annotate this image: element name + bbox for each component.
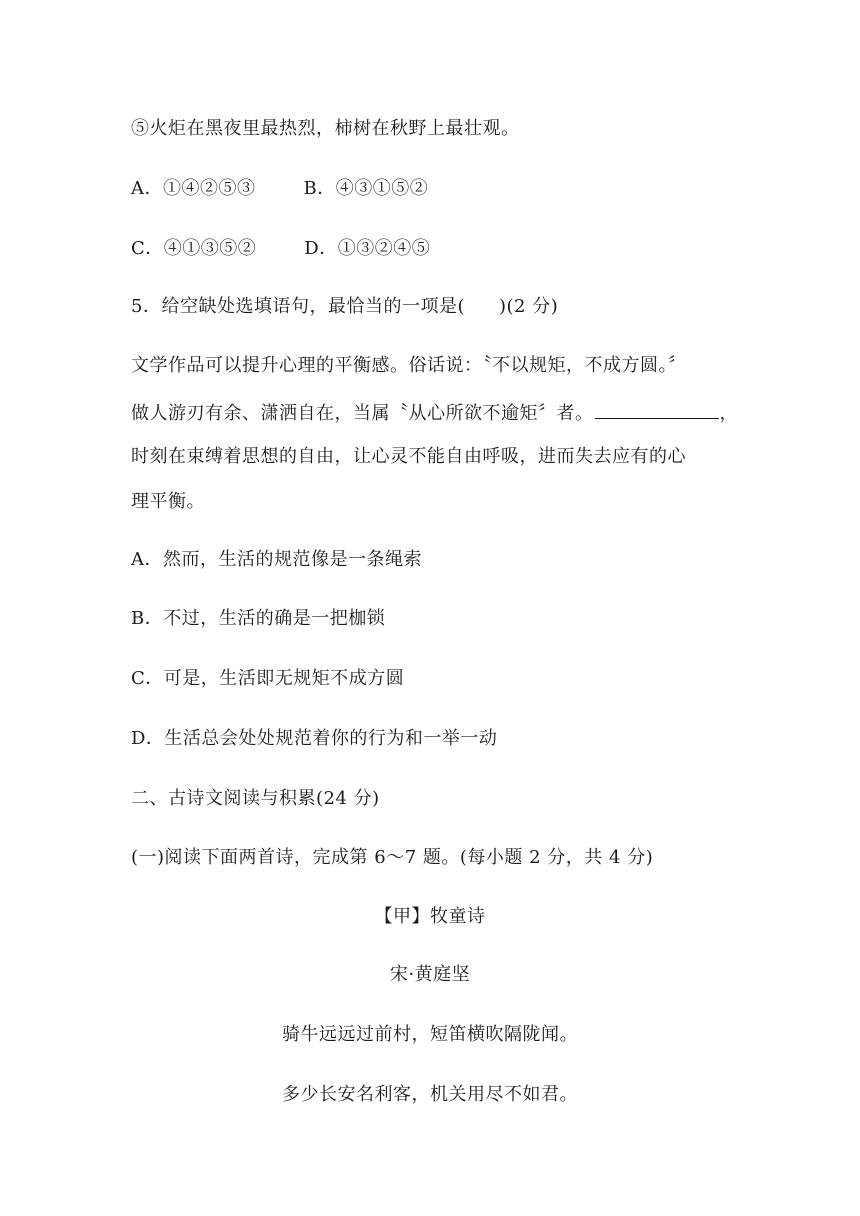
q5-passage-line-3: 时刻在束缚着思想的自由，让心灵不能自由呼吸，进而失去应有的心: [131, 446, 686, 467]
q5-passage-line-2-suffix: ，: [719, 403, 738, 424]
q5-stem: [131, 295, 558, 319]
q5-option-a: A．然而，生活的规范像是一条绳索: [131, 549, 422, 570]
q4-option-c: C．④①③⑤②: [131, 238, 257, 259]
q5-stem-suffix: )(2 分): [498, 296, 559, 317]
poem-line-2: 多少长安名利客，机关用尽不如君。: [282, 1084, 578, 1105]
poem-author: 宋·黄庭坚: [389, 964, 471, 985]
section-2-subheading: (一)阅读下面两首诗，完成第 6～7 题。(每小题 2 分，共 4 分): [131, 847, 654, 868]
q5-stem-prefix: 5．给空缺处选填语句，最恰当的一项是(: [131, 296, 465, 317]
q4-item-5: ⑤火炬在黑夜里最热烈，柿树在秋野上最壮观。: [131, 118, 520, 139]
q5-option-b: B．不过，生活的确是一把枷锁: [131, 608, 386, 629]
q4-option-a: A．①④②⑤③: [131, 178, 256, 199]
poem-title: 【甲】牧童诗: [374, 906, 486, 927]
q4-options-row-1: [131, 177, 428, 201]
q5-passage-line-2-prefix: 做人游刃有余、潇洒自在，当属〝从心所欲不逾矩〞者。: [131, 403, 594, 424]
q5-option-c: C．可是，生活即无规矩不成方圆: [131, 668, 405, 689]
q5-passage-line-2: [131, 400, 738, 426]
poem-line-1: 骑牛远远过前村，短笛横吹隔陇闻。: [282, 1024, 578, 1045]
section-2-heading: 二、古诗文阅读与积累(24 分): [131, 788, 380, 809]
fill-in-blank: [595, 400, 719, 419]
q4-option-d: D．①③②④⑤: [304, 238, 431, 259]
q5-passage-line-1: 文学作品可以提升心理的平衡感。俗话说：〝不以规矩，不成方圆。〞: [131, 355, 687, 376]
q4-option-b: B．④③①⑤②: [303, 178, 429, 199]
q4-options-row-2: [131, 237, 430, 261]
q5-option-d: D．生活总会处处规范着你的行为和一举一动: [131, 728, 498, 749]
q5-passage-line-4: 理平衡。: [131, 491, 205, 512]
